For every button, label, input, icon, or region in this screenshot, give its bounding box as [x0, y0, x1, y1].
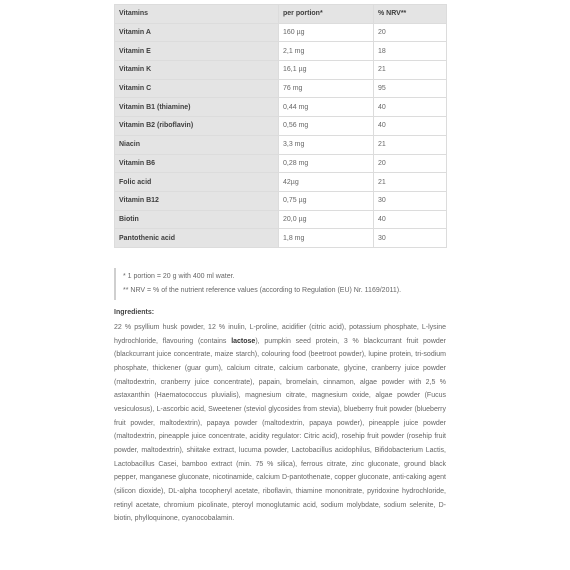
- table-row: [115, 191, 447, 210]
- table-row: [115, 42, 447, 61]
- nrv-cell: 20: [374, 154, 447, 173]
- nrv-cell: 30: [374, 229, 447, 248]
- table-row: [115, 98, 447, 117]
- table-row: [115, 154, 447, 173]
- nrv-cell: 40: [374, 117, 447, 136]
- column-header-vitamins: Vitamins: [115, 5, 279, 24]
- ingredients-heading: Ingredients:: [114, 309, 155, 316]
- nutrient-table: [114, 4, 447, 248]
- nrv-cell: 40: [374, 98, 447, 117]
- nrv-cell: 21: [374, 173, 447, 192]
- footnotes: [114, 268, 401, 300]
- nrv-cell: 95: [374, 79, 447, 98]
- per-portion-cell: 0,28 mg: [279, 154, 374, 173]
- nutrient-name-cell: Vitamin K: [115, 61, 279, 80]
- table-row: [115, 210, 447, 229]
- per-portion-cell: 76 mg: [279, 79, 374, 98]
- nutrient-name-cell: Pantothenic acid: [115, 229, 279, 248]
- nutrient-name-cell: Niacin: [115, 135, 279, 154]
- ingredients-allergen: lactose: [231, 337, 256, 345]
- nrv-cell: 20: [374, 23, 447, 42]
- ingredients-text-before: 22 % psyllium husk powder, 12 % inulin, L-proline, acidifier (citric acid), potassium phosphate, L-lysine hydrochloride, flavouring (contains: [114, 324, 446, 345]
- per-portion-cell: 2,1 mg: [279, 42, 374, 61]
- table-body: [115, 23, 447, 247]
- nutrient-name-cell: Vitamin B12: [115, 191, 279, 210]
- nutrient-name-cell: Vitamin B1 (thiamine): [115, 98, 279, 117]
- per-portion-cell: 42µg: [279, 173, 374, 192]
- ingredients-text-after: ), pumpkin seed protein, 3 % blackcurrant fruit powder (blackcurrant juice concentrate, maize starch), colouring food (beetroot powder), lupine protein, tri-sodium phosphate, thickener (guar gum), calcium citrate, calcium carbonate, glycine, cranberry juice powder (maltodextrin, cranberry juice concentrate), papain, bromelain, cinnamon, algae powder with 2,5 % astaxanthin (Haematococcus pluvialis), magnesium citrate, magnesium oxide, algae powder (Fucus vesiculosus), L-ascorbic acid, Sweetener (steviol glycosides from stevia), blueberry fruit powder (blueberry fruit powder, maltodextrin), papaya powder (maltodextrin, papaya powder), pineapple juice powder (maltodextrin, pineapple juice concentrate, acidity regulator: Citric acid), rosehip fruit powder (rosehip fruit powder, maltodextrin), shiitake extract, lucuma powder, Lactobacillus acidophilus, Bifidobacterium Lactis, Lactobacillus Casei, bamboo extract (min. 75 % silica), ferrous citrate, zinc gluconate, ground black pepper, manganese gluconate, nicotinamide, calcium D-pantothenate, copper gluconate, anti-caking agent (silicon dioxide), DL-alpha tocopheryl acetate, riboflavin, thiamine mononitrate, pyridoxine hydrochloride, retinyl acetate, chromium picolinate, pteroyl monoglutamic acid, sodium molybdate, sodium selenite, D-biotin, phylloquinone, cyanocobalamin.: [114, 337, 446, 523]
- per-portion-cell: 3,3 mg: [279, 135, 374, 154]
- table-row: [115, 117, 447, 136]
- per-portion-cell: 1,8 mg: [279, 229, 374, 248]
- nrv-cell: 21: [374, 135, 447, 154]
- column-header-per-portion: per portion*: [279, 5, 374, 24]
- table-row: [115, 61, 447, 80]
- nutrient-name-cell: Vitamin E: [115, 42, 279, 61]
- table-row: [115, 79, 447, 98]
- ingredients-text: [114, 321, 446, 526]
- per-portion-cell: 160 µg: [279, 23, 374, 42]
- footnote-portion: * 1 portion = 20 g with 400 ml water.: [123, 273, 235, 280]
- per-portion-cell: 0,75 µg: [279, 191, 374, 210]
- nrv-cell: 40: [374, 210, 447, 229]
- column-header-nrv: % NRV**: [374, 5, 447, 24]
- table-row: [115, 173, 447, 192]
- nutrient-name-cell: Vitamin B6: [115, 154, 279, 173]
- nrv-cell: 18: [374, 42, 447, 61]
- per-portion-cell: 20,0 µg: [279, 210, 374, 229]
- per-portion-cell: 0,56 mg: [279, 117, 374, 136]
- table-row: [115, 229, 447, 248]
- footnote-nrv: ** NRV = % of the nutrient reference values (according to Regulation (EU) Nr. 1169/2011).: [123, 287, 402, 294]
- nrv-cell: 30: [374, 191, 447, 210]
- table-header-row: [115, 5, 447, 24]
- table-row: [115, 135, 447, 154]
- nutrient-name-cell: Vitamin C: [115, 79, 279, 98]
- nutrient-name-cell: Vitamin B2 (riboflavin): [115, 117, 279, 136]
- per-portion-cell: 16,1 µg: [279, 61, 374, 80]
- nutrient-name-cell: Vitamin A: [115, 23, 279, 42]
- nutrient-name-cell: Folic acid: [115, 173, 279, 192]
- table-row: [115, 23, 447, 42]
- per-portion-cell: 0,44 mg: [279, 98, 374, 117]
- nutrient-name-cell: Biotin: [115, 210, 279, 229]
- nrv-cell: 21: [374, 61, 447, 80]
